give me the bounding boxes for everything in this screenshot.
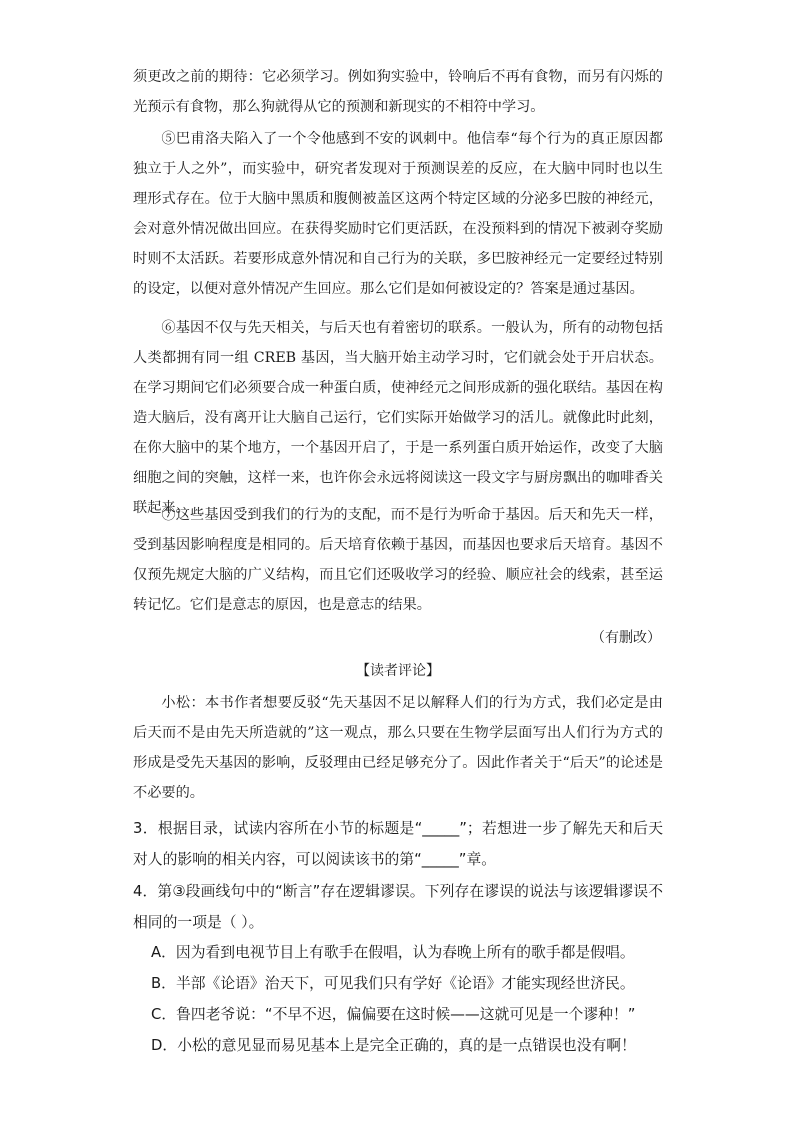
- passage-paragraph-6: ⑥基因不仅与先天相关，与后天也有着密切的联系。一般认为，所有的动物包括人类都拥有同一组 CREB 基因，当大脑开始主动学习时，它们就会处于开启状态。在学习期间它们必须要合成一种蛋白质，使神经元之间形成新的强化联结。基因在构造大脑后，没有离开让大脑自己运行，它们实际开始做学习的活儿。就像此时此刻，在你大脑中的某个地方，一个基因开启了，于是一系列蛋白质开始运作，改变了大脑细胞之间的突触，这样一来，也许你会永远将阅读这一段文字与厨房飘出的咖啡香关联起来。: [133, 320, 663, 516]
- passage-paragraph-continued: 须更改之前的期待：它必须学习。例如狗实验中，铃响后不再有食物，而另有闪烁的光预示有食物，那么狗就得从它的预测和新现实的不相符中学习。: [133, 69, 663, 115]
- option-c: C．鲁四老爷说：“不早不迟，偏偏要在这时候——这就可见是一个谬种！”: [151, 1006, 636, 1023]
- option-d: D．小松的意见显而易见基本上是完全正确的，真的是一点错误也没有啊！: [151, 1037, 636, 1054]
- source-note: （有删改）: [591, 630, 661, 646]
- passage-paragraph-7: ⑦这些基因受到我们的行为的支配，而不是行为听命于基因。后天和先天一样，受到基因影响程度是相同的。后天培育依赖于基因，而基因也要求后天培育。基因不仅预先规定大脑的广义结构，而且它们还吸收学习的经验、顺应社会的线索，甚至运转记忆。它们是意志的原因，也是意志的结果。: [133, 507, 663, 613]
- passage-paragraph-5: ⑤巴甫洛夫陷入了一个令他感到不安的讽刺中。他信奉“每个行为的真正原因都独立于人之外”，而实验中，研究者发现对于预测误差的反应，在大脑中同时也以生理形式存在。位于大脑中黑质和腹侧被盖区这两个特定区域的分泌多巴胺的神经元，会对意外情况做出回应。在获得奖励时它们更活跃，在没预料到的情况下被剥夺奖励时则不太活跃。若要形成意外情况和自己行为的关联，多巴胺神经元一定要经过特别的设定，以便对意外情况产生回应。那么它们是如何被设定的？答案是通过基因。: [133, 131, 663, 297]
- question-4: 4．第③段画线句中的“断言”存在逻辑谬误。下列存在谬误的说法与该逻辑谬误不相同的一项是（ ）。: [133, 883, 663, 931]
- question-3: 3．根据目录，试读内容所在小节的标题是“_____”；若想进一步了解先天和后天对人的影响的相关内容，可以阅读该书的第“_____”章。: [133, 820, 663, 868]
- option-a: A．因为看到电视节目上有歌手在假唱，认为春晚上所有的歌手都是假唱。: [151, 944, 635, 961]
- review-heading: 【读者评论】: [356, 663, 440, 679]
- review-text: 小松：本书作者想要反驳“先天基因不足以解释人们的行为方式，我们必定是由后天而不是由先天所造就的”这一观点，那么只要在生物学层面写出人们行为方式的形成是受先天基因的影响，反驳理由已经足够充分了。因此作者关于“后天”的论述是不必要的。: [133, 695, 663, 801]
- option-b: B．半部《论语》治天下，可见我们只有学好《论语》才能实现经世济民。: [151, 975, 635, 992]
